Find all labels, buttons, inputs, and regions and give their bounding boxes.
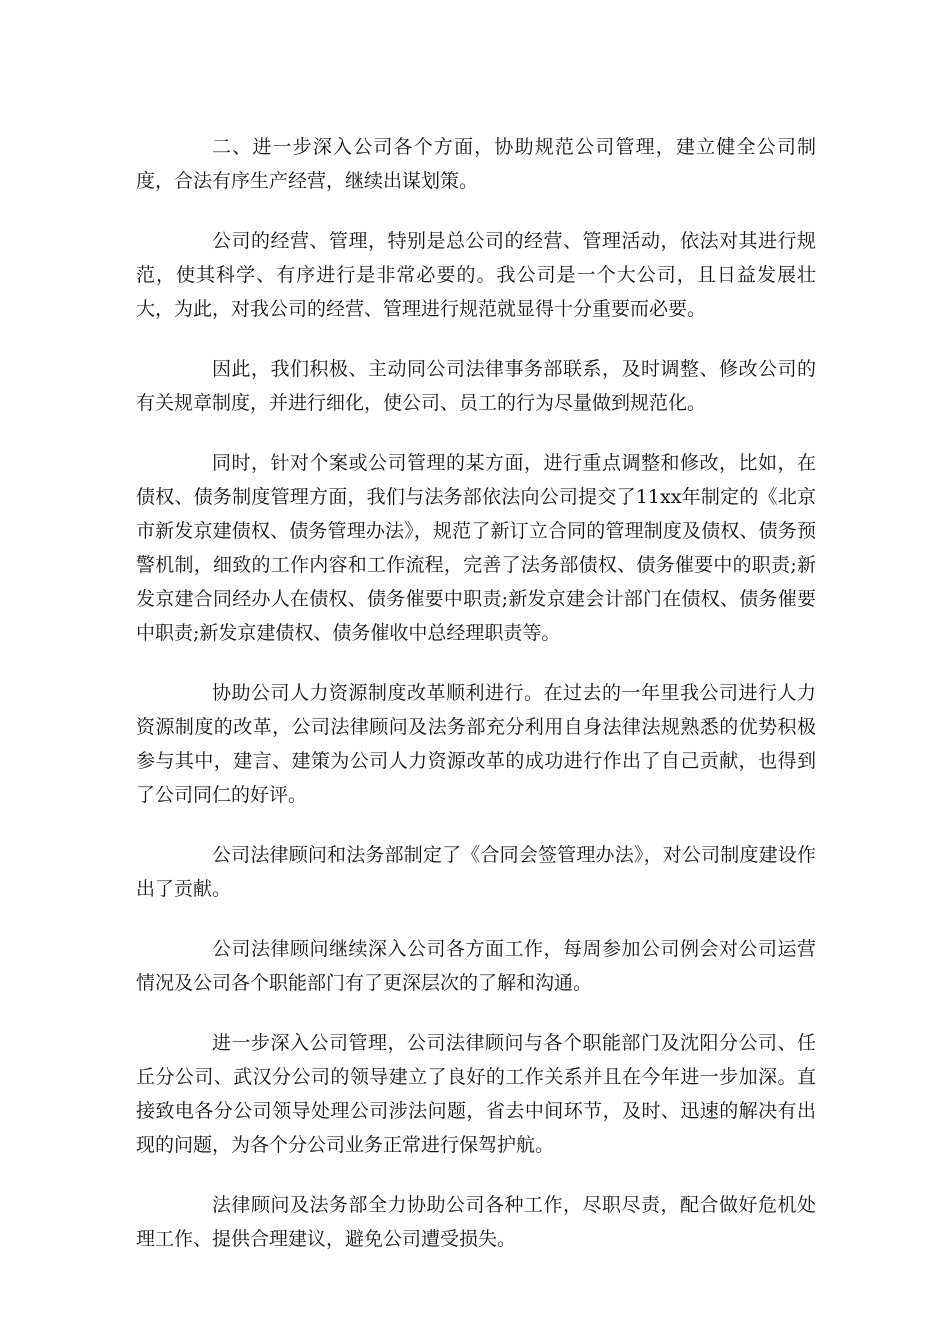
paragraph-2: 公司的经营、管理，特别是总公司的经营、管理活动，依法对其进行规范，使其科学、有序进行是非常必要的。我公司是一个大公司，且日益发展壮大，为此，对我公司的经营、管理进行规范就显得十分重要而必要。: [136, 230, 816, 320]
paragraph-3: 因此，我们积极、主动同公司法律事务部联系，及时调整、修改公司的有关规章制度，并进行细化，使公司、员工的行为尽量做到规范化。: [136, 358, 816, 414]
paragraph-6: 公司法律顾问和法务部制定了《合同会签管理办法》，对公司制度建设作出了贡献。: [136, 844, 816, 900]
paragraph-8: 进一步深入公司管理，公司法律顾问与各个职能部门及沈阳分公司、任丘分公司、武汉分公司的领导建立了良好的工作关系并且在今年进一步加深。直接致电各分公司领导处理公司涉法问题，省去中间环节，及时、迅速的解决有出现的问题，为各个分公司业务正常进行保驾护航。: [136, 1032, 816, 1156]
paragraph-5: 协助公司人力资源制度改革顺利进行。在过去的一年里我公司进行人力资源制度的改革，公司法律顾问及法务部充分利用自身法律法规熟悉的优势积极参与其中，建言、建策为公司人力资源改革的成功进行作出了自己贡献，也得到了公司同仁的好评。: [136, 682, 816, 806]
document-body: [136, 130, 816, 1282]
paragraph-4: 同时，针对个案或公司管理的某方面，进行重点调整和修改，比如，在债权、债务制度管理方面，我们与法务部依法向公司提交了11xx年制定的《北京市新发京建债权、债务管理办法》，规范了新订立合同的管理制度及债权、债务预警机制，细致的工作内容和工作流程，完善了法务部债权、债务催要中的职责;新发京建合同经办人在债权、债务催要中职责;新发京建会计部门在债权、债务催要中职责;新发京建债权、债务催收中总经理职责等。: [136, 452, 816, 644]
paragraph-7: 公司法律顾问继续深入公司各方面工作，每周参加公司例会对公司运营情况及公司各个职能部门有了更深层次的了解和沟通。: [136, 938, 816, 994]
paragraph-1: 二、进一步深入公司各个方面，协助规范公司管理，建立健全公司制度，合法有序生产经营，继续出谋划策。: [136, 136, 816, 192]
paragraph-9: 法律顾问及法务部全力协助公司各种工作，尽职尽责，配合做好危机处理工作、提供合理建议，避免公司遭受损失。: [136, 1194, 816, 1250]
